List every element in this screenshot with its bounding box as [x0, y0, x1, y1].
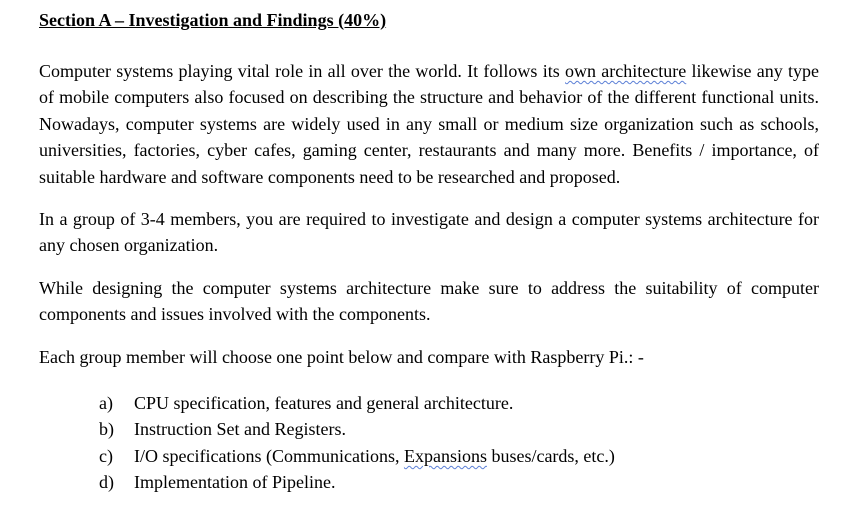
- intro-text-end: likewise any type of mobile computers also focused on describing the structure and behavior of the different functional units. Nowadays, computer systems are widely used in any small or medium size organization such as schools, universities, factories, cyber cafes, gaming center, restaurants and many more. Benefits / importance, of suitable hardware and software components need to be researched and proposed.: [39, 61, 820, 187]
- list-item: [99, 390, 819, 416]
- list-item-text-start: I/O specifications (Communications,: [134, 445, 404, 466]
- paragraph-compare-instruction: Each group member will choose one point below and compare with Raspberry Pi.: -: [39, 346, 644, 367]
- spellcheck-flagged-text: own architecture: [565, 61, 687, 81]
- list-item-text: Instruction Set and Registers.: [134, 419, 346, 440]
- list-item-text: Implementation of Pipeline.: [134, 472, 336, 493]
- intro-text-start: Computer systems playing vital role in all over the world. It follows its: [39, 61, 565, 81]
- paragraph-design-guidance: While designing the computer systems architecture make sure to address the suitability of computer components and issues involved with the components.: [39, 277, 819, 325]
- paragraph-group-task: In a group of 3-4 members, you are required to investigate and design a computer systems architecture for any chosen organization.: [39, 209, 819, 256]
- list-marker: a): [99, 393, 113, 414]
- list-item-text: CPU specification, features and general architecture.: [134, 393, 514, 414]
- list-item-text: [134, 443, 615, 469]
- list-marker: d): [99, 472, 114, 493]
- paragraph-intro: [39, 58, 819, 190]
- comparison-point-list: [99, 390, 819, 496]
- list-item: [99, 416, 819, 442]
- list-item: [99, 443, 819, 469]
- section-heading: Section A – Investigation and Findings (40%): [39, 10, 387, 30]
- list-item: [99, 469, 819, 495]
- spellcheck-flagged-text: Expansions: [403, 445, 487, 466]
- document-page: [39, 8, 819, 496]
- list-marker: b): [99, 419, 114, 440]
- list-item-text-end: buses/cards, etc.): [486, 445, 615, 466]
- list-marker: c): [99, 445, 113, 466]
